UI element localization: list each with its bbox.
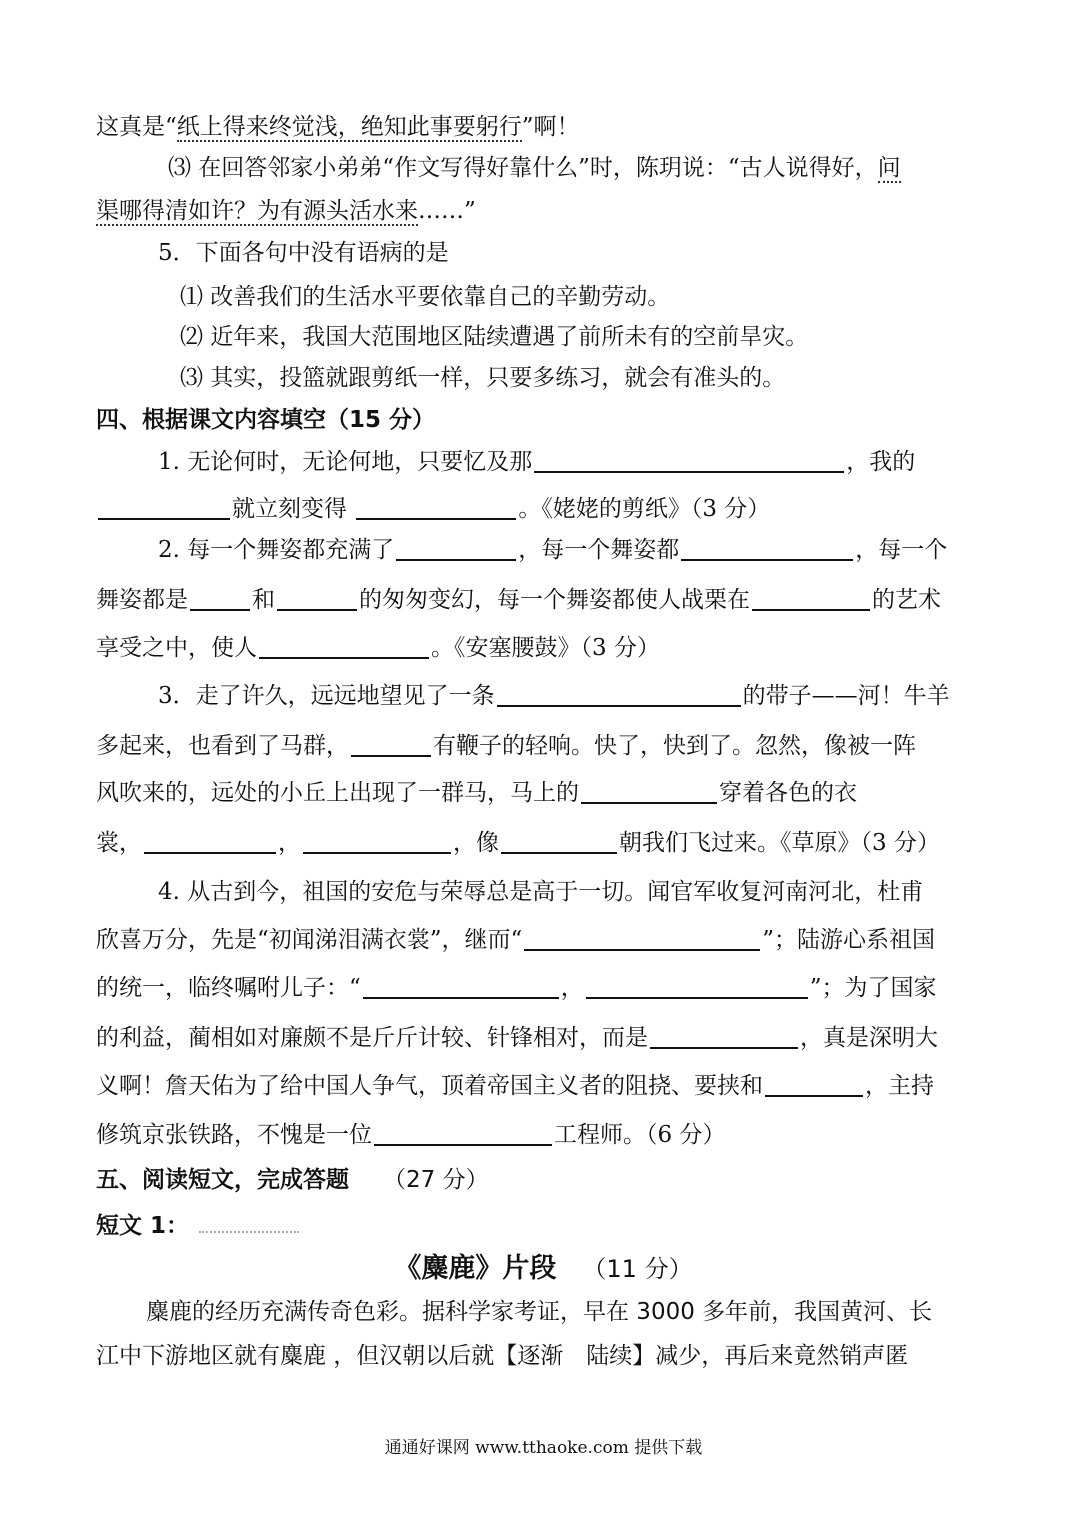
text-line: 舞姿都是 和 的匆匆变幻，每一个舞姿都使人战栗在 的艺术 [96, 587, 941, 613]
answer-blank[interactable] [501, 828, 617, 854]
text-line: 1. 无论何时，无论何地，只要忆及那 ，我的 [158, 449, 916, 475]
text-line: ⑶ 在回答邻家小弟弟“作文写得好靠什么”时，陈玥说：“古人说得好，问 [168, 155, 901, 181]
short-text-label: 短文 1： [96, 1211, 1087, 1241]
text-line: 就立刻变得 。《姥姥的剪纸》（3 分） [96, 494, 1087, 524]
question-5: 5．下面各句中没有语病的是 [158, 240, 449, 266]
answer-blank[interactable] [534, 447, 844, 473]
answer-blank[interactable] [190, 585, 250, 611]
answer-blank[interactable] [586, 973, 808, 999]
answer-blank[interactable] [374, 1120, 552, 1146]
answer-blank[interactable] [277, 585, 357, 611]
text-line: 这真是“纸上得来终觉浅，绝知此事要躬行”啊！ [96, 114, 580, 140]
answer-blank[interactable] [681, 535, 853, 561]
text-line: 4. 从古到今，祖国的安危与荣辱总是高于一切。闻官军收复河南河北，杜甫 [158, 879, 924, 905]
answer-blank[interactable] [497, 681, 741, 707]
answer-blank[interactable] [396, 535, 516, 561]
passage-title: 《麋鹿》片段 （11 分） [394, 1253, 693, 1284]
section-5-heading: 五、阅读短文，完成答题 （27 分） [96, 1167, 489, 1193]
option-1: ⑴ 改善我们的生活水平要依靠自己的辛勤劳动。 [180, 284, 671, 310]
text-line: 裳， ， ，像 朝我们飞过来。《草原》（3 分） [96, 830, 940, 856]
answer-blank[interactable] [356, 494, 516, 520]
text-line: 欣喜万分，先是“初闻涕泪满衣裳”，继而“ ”；陆游心系祖国 [96, 927, 936, 953]
answer-blank[interactable] [259, 633, 429, 659]
answer-blank[interactable] [752, 585, 870, 611]
text-line: 多起来，也看到了马群， 有鞭子的轻响。快了，快到了。忽然，像被一阵 [96, 733, 916, 759]
option-2: ⑵ 近年来，我国大范围地区陆续遭遇了前所未有的空前旱灾。 [180, 324, 809, 350]
option-3: ⑶ 其实，投篮就跟剪纸一样，只要多练习，就会有准头的。 [180, 365, 786, 391]
answer-blank[interactable] [144, 828, 276, 854]
answer-blank[interactable] [524, 925, 760, 951]
text-line: 3．走了许久，远远地望见了一条 的带子——河！牛羊 [158, 683, 950, 709]
passage-line: 江中下游地区就有麋鹿 ，但汉朝以后就【逐渐 陆续】减少，再后来竟然销声匿 [96, 1343, 909, 1369]
answer-blank[interactable] [363, 973, 559, 999]
text-line: 风吹来的，远处的小丘上出现了一群马，马上的 穿着各色的衣 [96, 780, 857, 806]
answer-blank[interactable] [581, 778, 717, 804]
quote-dotted: 纸上得来终觉浅，绝知此事要躬行 [176, 114, 522, 140]
section-4-heading: 四、根据课文内容填空（15 分） [96, 407, 436, 433]
answer-blank[interactable] [351, 731, 431, 757]
text-line: 的统一，临终嘱咐儿子：“ ， ”；为了国家 [96, 975, 937, 1001]
text-line: 享受之中，使人 。《安塞腰鼓》（3 分） [96, 635, 660, 661]
text-line: 修筑京张铁路，不愧是一位 工程师。（6 分） [96, 1122, 726, 1148]
dotted-decoration [199, 1221, 299, 1233]
text-line: 2. 每一个舞姿都充满了 ，每一个舞姿都 ，每一个 [158, 537, 948, 563]
text-line: 的利益，蔺相如对廉颇不是斤斤计较、针锋相对，而是 ，真是深明大 [96, 1025, 938, 1051]
text-line: 渠哪得清如许？为有源头活水来……” [96, 198, 476, 224]
answer-blank[interactable] [303, 828, 451, 854]
page-footer: 通通好课网 www.tthaoke.com 提供下载 [384, 1438, 703, 1458]
passage-line: 麋鹿的经历充满传奇色彩。据科学家考证，早在 3000 多年前，我国黄河、长 [146, 1299, 933, 1325]
answer-blank[interactable] [98, 494, 230, 520]
answer-blank[interactable] [650, 1023, 798, 1049]
answer-blank[interactable] [765, 1071, 863, 1097]
text-line: 义啊！詹天佑为了给中国人争气，顶着帝国主义者的阻挠、要挟和 ，主持 [96, 1073, 934, 1099]
